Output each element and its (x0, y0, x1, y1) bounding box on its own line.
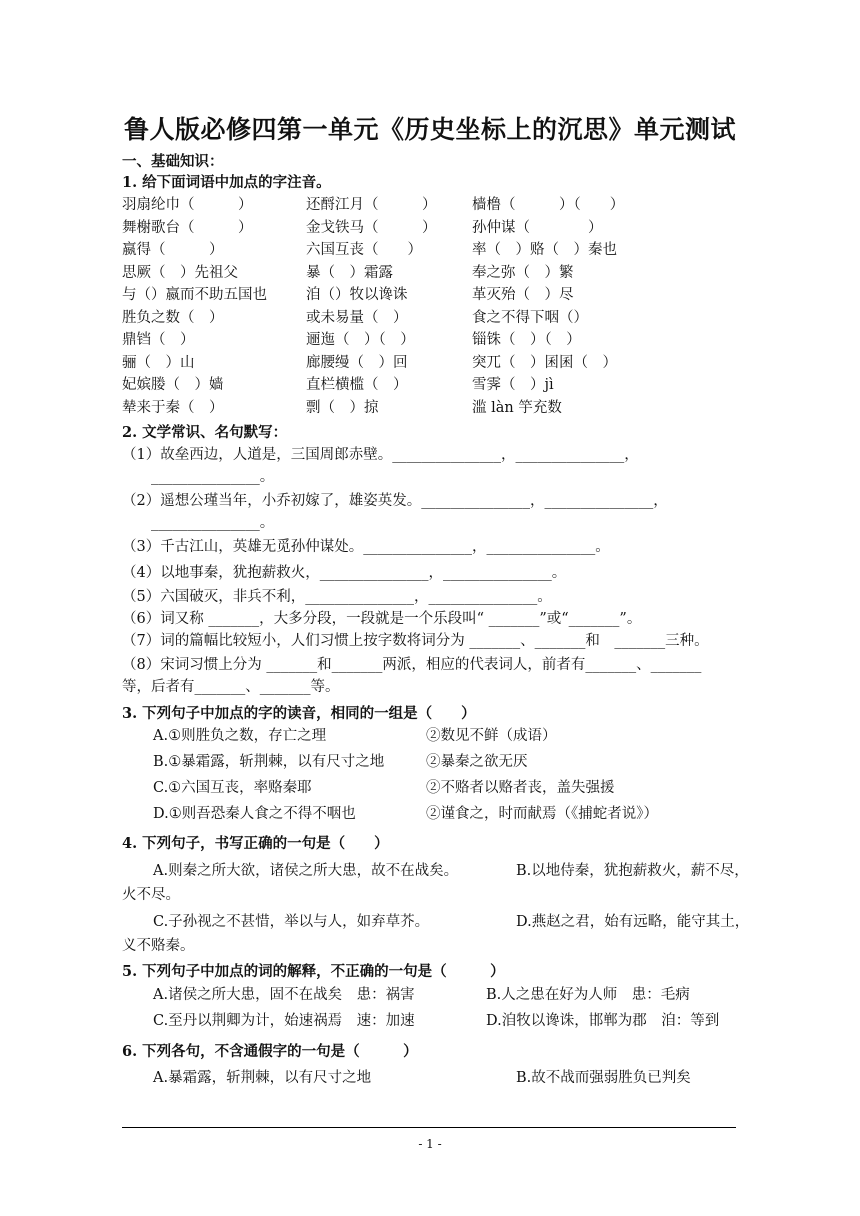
table-cell: 舞榭歌台（ ） (122, 219, 253, 236)
table-cell: 樯橹（ ）（ ） (472, 197, 625, 213)
option-c-2: ②不赂者以赂者丧，盖失强援 (426, 780, 615, 796)
table-cell: 与（）嬴而不助五国也 (122, 287, 267, 303)
fill-blank-line: （8）宋词习惯上分为 _______和_______两派，相应的代表词人，前者有_______、_______ (122, 657, 702, 673)
fill-blank-line: （5）六国破灭，非兵不利，_______________，_______________。 (122, 589, 552, 605)
option-b-continued: 火不尽。 (122, 887, 180, 903)
table-cell: 洎（）牧以谗诛 (306, 287, 408, 303)
table-cell: 逦迤（ ）（ ） (306, 332, 415, 348)
option-d-2: ②谨食之，时而献焉（《捕蛇者说》） (426, 806, 658, 822)
option-c-1: C.①六国互丧，率赂秦耶 (153, 780, 312, 796)
page-number: - 1 - (418, 1137, 442, 1151)
option-d-1: D.①则吾恐秦人食之不得不咽也 (153, 806, 356, 822)
question-6-heading: 6. 下列各句，不含通假字的一句是（ ） (122, 1043, 418, 1060)
table-row (122, 352, 742, 375)
table-row (122, 397, 742, 420)
table-cell: 还酹江月（ ） (306, 197, 437, 213)
question-2-heading: 2. 文学常识、名句默写： (122, 424, 288, 441)
option-b-2: ②暴秦之欲无厌 (426, 754, 528, 770)
table-row (122, 284, 742, 307)
option-a: A.暴霜露，斩荆棘，以有尺寸之地 (153, 1070, 372, 1086)
option-b: B.故不战而强弱胜负已判矣 (516, 1070, 691, 1086)
option-a: A.诸侯之所大患，固不在战矣 患：祸害 (153, 987, 415, 1003)
question-1-heading: 1. 给下面词语中加点的字注音。 (122, 174, 331, 191)
option-c: C.子孙视之不甚惜，举以与人，如弃草芥。 (153, 914, 430, 930)
fill-blank-line: （4）以地事秦，犹抱薪救火，_______________，_______________。 (122, 565, 567, 581)
table-cell: 胜负之数（ ） (122, 309, 224, 326)
fill-blank-line: （3）千古江山，英雄无觅孙仲谋处。_______________，_______________。 (122, 539, 610, 555)
table-cell: 思厥（ ）先祖父 (122, 264, 238, 281)
fill-blank-line: 等，后者有_______、_______等。 (122, 679, 340, 695)
table-cell: 鼎铛（ ） (122, 332, 195, 348)
table-cell: 雪霁（ ）jì (472, 377, 554, 393)
table-row (122, 307, 742, 330)
table-cell: 金戈铁马（ ） (306, 219, 437, 236)
table-cell: 奉之弥（ ）繁 (472, 264, 574, 281)
table-cell: 剽（ ）掠 (306, 399, 379, 416)
table-cell: 嬴得（ ） (122, 242, 224, 258)
fill-blank-line: （1）故垒西边，人道是，三国周郎赤壁。_______________，_______________， (122, 447, 639, 463)
table-cell: 辇来于秦（ ） (122, 399, 224, 416)
table-row (122, 217, 742, 240)
table-cell: 滥 làn 竽充数 (472, 399, 562, 416)
fill-blank-line: （6）词又称 _______，大多分段，一段就是一个乐段叫“ _______”或“_______”。 (122, 611, 642, 627)
table-cell: 妃嫔媵（ ）嫱 (122, 377, 224, 393)
table-cell: 六国互丧（ ） (306, 242, 422, 258)
question-5-heading: 5. 下列句子中加点的词的解释，不正确的一句是（ ） (122, 963, 505, 980)
option-a-2: ②数见不鲜（成语） (426, 728, 557, 744)
question-4-heading: 4. 下列句子，书写正确的一句是（ ） (122, 835, 389, 852)
table-cell: 率（ ）赂（ ）秦也 (472, 242, 617, 258)
option-b: B.以地侍秦，犹抱薪救火，薪不尽， (516, 863, 749, 879)
document-title: 鲁人版必修四第一单元《历史坐标上的沉思》单元测试 (123, 115, 736, 144)
option-a: A.则秦之所大欲，诸侯之所大患，故不在战矣。 (153, 863, 459, 879)
table-row (122, 194, 742, 217)
table-cell: 直栏横槛（ ） (306, 377, 408, 393)
table-row (122, 239, 742, 262)
option-d-continued: 义不赂秦。 (122, 938, 195, 954)
fill-blank-line: （2）遥想公瑾当年，小乔初嫁了，雄姿英发。_______________，_______________， (122, 493, 668, 509)
table-cell: 锱铢（ ）（ ） (472, 332, 581, 348)
question-3-heading: 3. 下列句子中加点的字的读音，相同的一组是（ ） (122, 705, 476, 722)
option-d: D.燕赵之君，始有远略，能守其土， (516, 914, 750, 930)
option-c: C.至丹以荆卿为计，始速祸焉 速：加速 (153, 1013, 415, 1029)
table-row (122, 374, 742, 397)
option-d: D.洎牧以谗诛，邯郸为郡 洎：等到 (486, 1013, 720, 1029)
table-cell: 或未易量（ ） (306, 309, 408, 326)
fill-blank-line: （7）词的篇幅比较短小，人们习惯上按字数将词分为 _______、_______和 _______三种。 (122, 633, 709, 649)
option-b: B.人之患在好为人师 患：毛病 (486, 987, 690, 1003)
option-b-1: B.①暴霜露，斩荆棘，以有尺寸之地 (153, 754, 385, 770)
table-row (122, 262, 742, 285)
section-heading: 一、基础知识： (122, 153, 224, 170)
table-cell: 革灭殆（ ）尽 (472, 287, 574, 303)
table-cell: 羽扇纶巾（ ） (122, 197, 253, 213)
option-a-1: A.①则胜负之数，存亡之理 (153, 728, 327, 744)
table-cell: 孙仲谋（ ） (472, 219, 603, 236)
table-cell: 廊腰缦（ ）回 (306, 354, 408, 371)
fill-blank-line: _______________。 (122, 515, 275, 531)
table-cell: 食之不得下咽（） (472, 309, 588, 326)
footer-divider (122, 1127, 736, 1128)
fill-blank-line: _______________。 (122, 469, 275, 485)
table-row (122, 329, 742, 352)
table-cell: 骊（ ）山 (122, 354, 195, 371)
pinyin-table (122, 194, 742, 419)
table-cell: 突兀（ ）囷囷（ ） (472, 354, 617, 371)
table-cell: 暴（ ）霜露 (306, 264, 393, 281)
